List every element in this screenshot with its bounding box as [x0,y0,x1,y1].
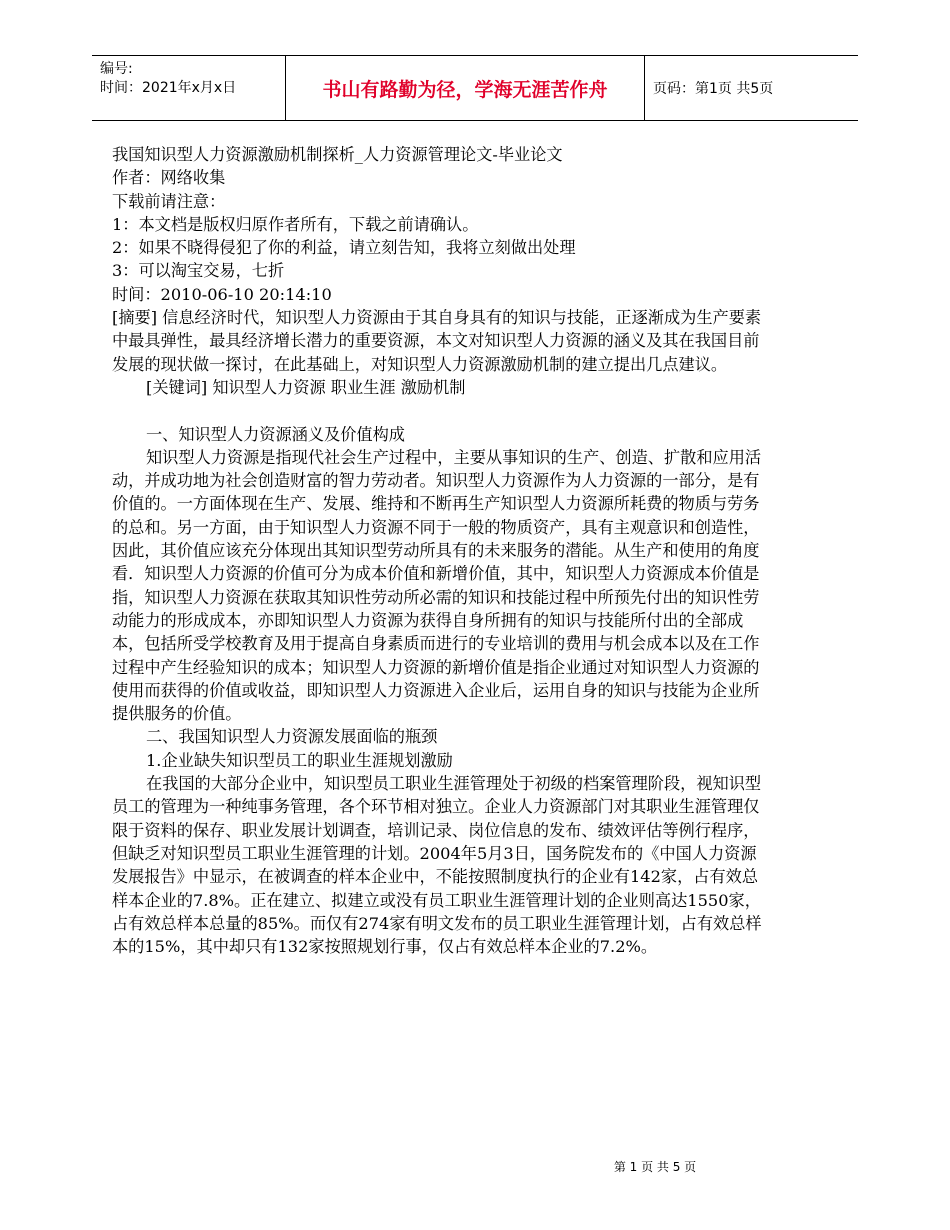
keywords-line: [关键词] 知识型人力资源 职业生涯 激励机制 [146,377,466,397]
abstract-paragraph: [摘要] 信息经济时代，知识型人力资源由于其自身具有的知识与技能，正逐渐成为生产要素中最具弹性，最具经济增长潜力的重要资源，本文对知识型人力资源的涵义及其在我国目前发展的现状做一探讨，在此基础上，对知识型人力资源激励机制的建立提出几点建议。 [112,308,762,374]
header-page-info: 页码：第1页 共5页 [653,81,774,97]
body-paragraph: 在我国的大部分企业中，知识型员工职业生涯管理处于初级的档案管理阶段，视知识型员工的管理为一种纯事务管理，各个环节相对独立。企业人力资源部门对其职业生涯管理仅限于资料的保存、职业发展计划调查，培训记录、岗位信息的发布、绩效评估等例行程序，但缺乏对知识型员工职业生涯管理的计划。2004年5月3日，国务院发布的《中国人力资源发展报告》中显示，在被调查的样本企业中，不能按照制度执行的企业有142家，占有效总样本企业的7.8%。正在建立、拟建立或没有员工职业生涯管理计划的企业则高达1550家，占有效总样本总量的85%。而仅有274家有明文发布的员工职业生涯管理计划，占有效总样本的15%，其中却只有132家按照规划行事，仅占有效总样本企业的7.2%。 [112,774,762,957]
notice-heading: 下载前请注意： [112,191,226,211]
subsection-heading: 1.企业缺失知识型员工的职业生涯规划激励 [146,750,453,770]
article-title: 我国知识型人力资源激励机制探析_人力资源管理论文-毕业论文 [112,145,563,164]
section-heading: 二、我国知识型人力资源发展面临的瓶颈 [146,727,438,747]
page-number: 第 1 页 共 5 页 [613,1160,697,1174]
document-time-label: 时间：2021年x月x日 [100,80,237,96]
blank-line [112,399,772,422]
header-motto: 书山有路勤为径，学海无涯苦作舟 [285,56,645,120]
notice-item: 3：可以淘宝交易，七折 [112,261,285,281]
page-footer [0,1158,950,1175]
notice-item: 2：如果不晓得侵犯了你的利益，请立刻告知，我将立刻做出处理 [112,238,576,258]
page-header [92,55,858,121]
article-author: 作者：网络收集 [112,168,226,188]
document-number-label: 编号: [100,61,133,77]
document-body [112,143,772,958]
body-paragraph: 知识型人力资源是指现代社会生产过程中，主要从事知识的生产、创造、扩散和应用活动，并成功地为社会创造财富的智力劳动者。知识型人力资源作为人力资源的一部分，是有价值的。一方面体现在生产、发展、维持和不断再生产知识型人力资源所耗费的物质与劳务的总和。另一方面，由于知识型人力资源不同于一般的物质资产，具有主观意识和创造性，因此，其价值应该充分体现出其知识型劳动所具有的未来服务的潜能。从生产和使用的角度看．知识型人力资源的价值可分为成本价值和新增价值，其中，知识型人力资源成本价值是指，知识型人力资源在获取其知识性劳动所必需的知识和技能过程中所预先付出的知识性劳动能力的形成成本，亦即知识型人力资源为获得自身所拥有的知识与技能所付出的全部成本，包括所受学校教育及用于提高自身素质而进行的专业培训的费用与机会成本以及在工作过程中产生经验知识的成本；知识型人力资源的新增价值是指企业通过对知识型人力资源的使用而获得的价值或收益，即知识型人力资源进入企业后，运用自身的知识与技能为企业所提供服务的价值。 [112,447,762,724]
notice-item: 1：本文档是版权归原作者所有，下载之前请确认。 [112,214,479,234]
header-meta [92,56,285,120]
article-timestamp: 时间：2010-06-10 20:14:10 [112,284,332,304]
section-heading: 一、知识型人力资源涵义及价值构成 [146,424,405,444]
